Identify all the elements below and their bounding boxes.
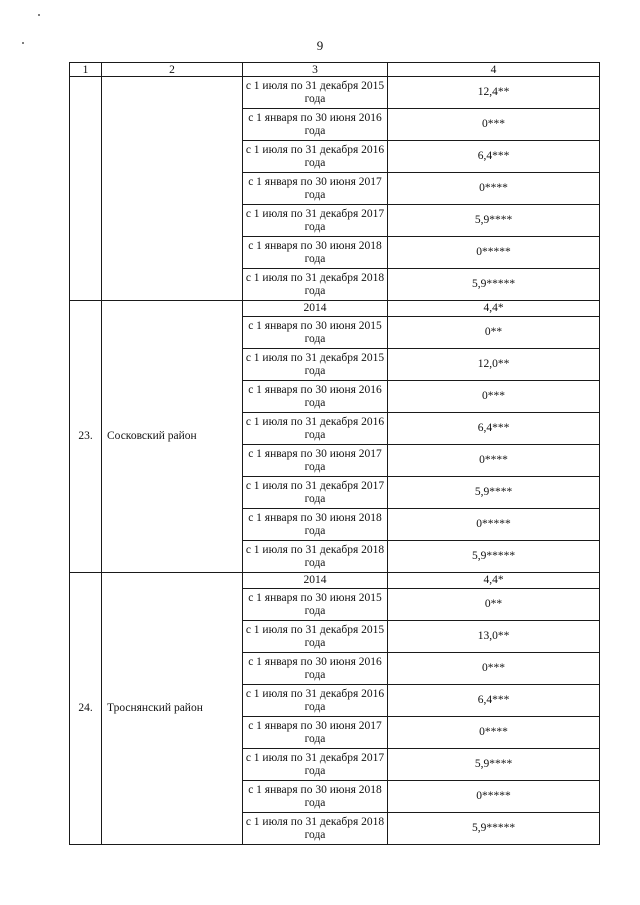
column-header: 4 (388, 63, 600, 77)
period-cell: с 1 января по 30 июня 2016 года (243, 109, 388, 141)
period-cell: с 1 июля по 31 декабря 2015 года (243, 621, 388, 653)
row-number-cell (70, 77, 102, 301)
column-header: 1 (70, 63, 102, 77)
value-cell: 5,9**** (388, 749, 600, 781)
value-cell: 0*** (388, 381, 600, 413)
value-cell: 6,4*** (388, 413, 600, 445)
page-number: 9 (316, 38, 324, 53)
value-cell: 6,4*** (388, 685, 600, 717)
period-cell: с 1 января по 30 июня 2016 года (243, 381, 388, 413)
value-cell: 0** (388, 317, 600, 349)
column-header: 3 (243, 63, 388, 77)
tariff-table (69, 62, 600, 845)
table-row (70, 77, 600, 109)
period-cell: с 1 июля по 31 декабря 2018 года (243, 541, 388, 573)
row-number-cell: 24. (70, 573, 102, 845)
value-cell: 4,4* (388, 301, 600, 317)
value-cell: 0**** (388, 173, 600, 205)
value-cell: 0***** (388, 237, 600, 269)
period-cell: 2014 (243, 573, 388, 589)
period-cell: с 1 января по 30 июня 2016 года (243, 653, 388, 685)
value-cell: 6,4*** (388, 141, 600, 173)
district-name-cell (102, 77, 243, 301)
value-cell: 0** (388, 589, 600, 621)
row-number-cell: 23. (70, 301, 102, 573)
column-header: 2 (102, 63, 243, 77)
period-cell: с 1 января по 30 июня 2017 года (243, 173, 388, 205)
period-cell: с 1 января по 30 июня 2015 года (243, 589, 388, 621)
period-cell: с 1 января по 30 июня 2017 года (243, 717, 388, 749)
value-cell: 0***** (388, 509, 600, 541)
value-cell: 0**** (388, 445, 600, 477)
value-cell: 12,4** (388, 77, 600, 109)
period-cell: с 1 января по 30 июня 2015 года (243, 317, 388, 349)
period-cell: с 1 июля по 31 декабря 2017 года (243, 749, 388, 781)
value-cell: 0**** (388, 717, 600, 749)
period-cell: с 1 января по 30 июня 2017 года (243, 445, 388, 477)
period-cell: с 1 июля по 31 декабря 2016 года (243, 141, 388, 173)
value-cell: 12,0** (388, 349, 600, 381)
period-cell: с 1 июля по 31 декабря 2017 года (243, 205, 388, 237)
value-cell: 4,4* (388, 573, 600, 589)
period-cell: с 1 июля по 31 декабря 2016 года (243, 413, 388, 445)
period-cell: с 1 июля по 31 декабря 2018 года (243, 813, 388, 845)
period-cell: с 1 июля по 31 декабря 2017 года (243, 477, 388, 509)
table-row (70, 573, 600, 589)
district-name-cell: Сосковский район (102, 301, 243, 573)
value-cell: 0*** (388, 109, 600, 141)
period-cell: с 1 января по 30 июня 2018 года (243, 781, 388, 813)
value-cell: 0*** (388, 653, 600, 685)
district-name-cell: Троснянский район (102, 573, 243, 845)
period-cell: с 1 июля по 31 декабря 2015 года (243, 77, 388, 109)
value-cell: 0***** (388, 781, 600, 813)
table-header-row (70, 63, 600, 77)
value-cell: 13,0** (388, 621, 600, 653)
period-cell: 2014 (243, 301, 388, 317)
value-cell: 5,9***** (388, 813, 600, 845)
period-cell: с 1 июля по 31 декабря 2015 года (243, 349, 388, 381)
period-cell: с 1 января по 30 июня 2018 года (243, 237, 388, 269)
period-cell: с 1 июля по 31 декабря 2016 года (243, 685, 388, 717)
table-row (70, 301, 600, 317)
period-cell: с 1 января по 30 июня 2018 года (243, 509, 388, 541)
value-cell: 5,9**** (388, 477, 600, 509)
value-cell: 5,9**** (388, 205, 600, 237)
period-cell: с 1 июля по 31 декабря 2018 года (243, 269, 388, 301)
scan-speck (38, 14, 40, 16)
value-cell: 5,9***** (388, 541, 600, 573)
value-cell: 5,9***** (388, 269, 600, 301)
